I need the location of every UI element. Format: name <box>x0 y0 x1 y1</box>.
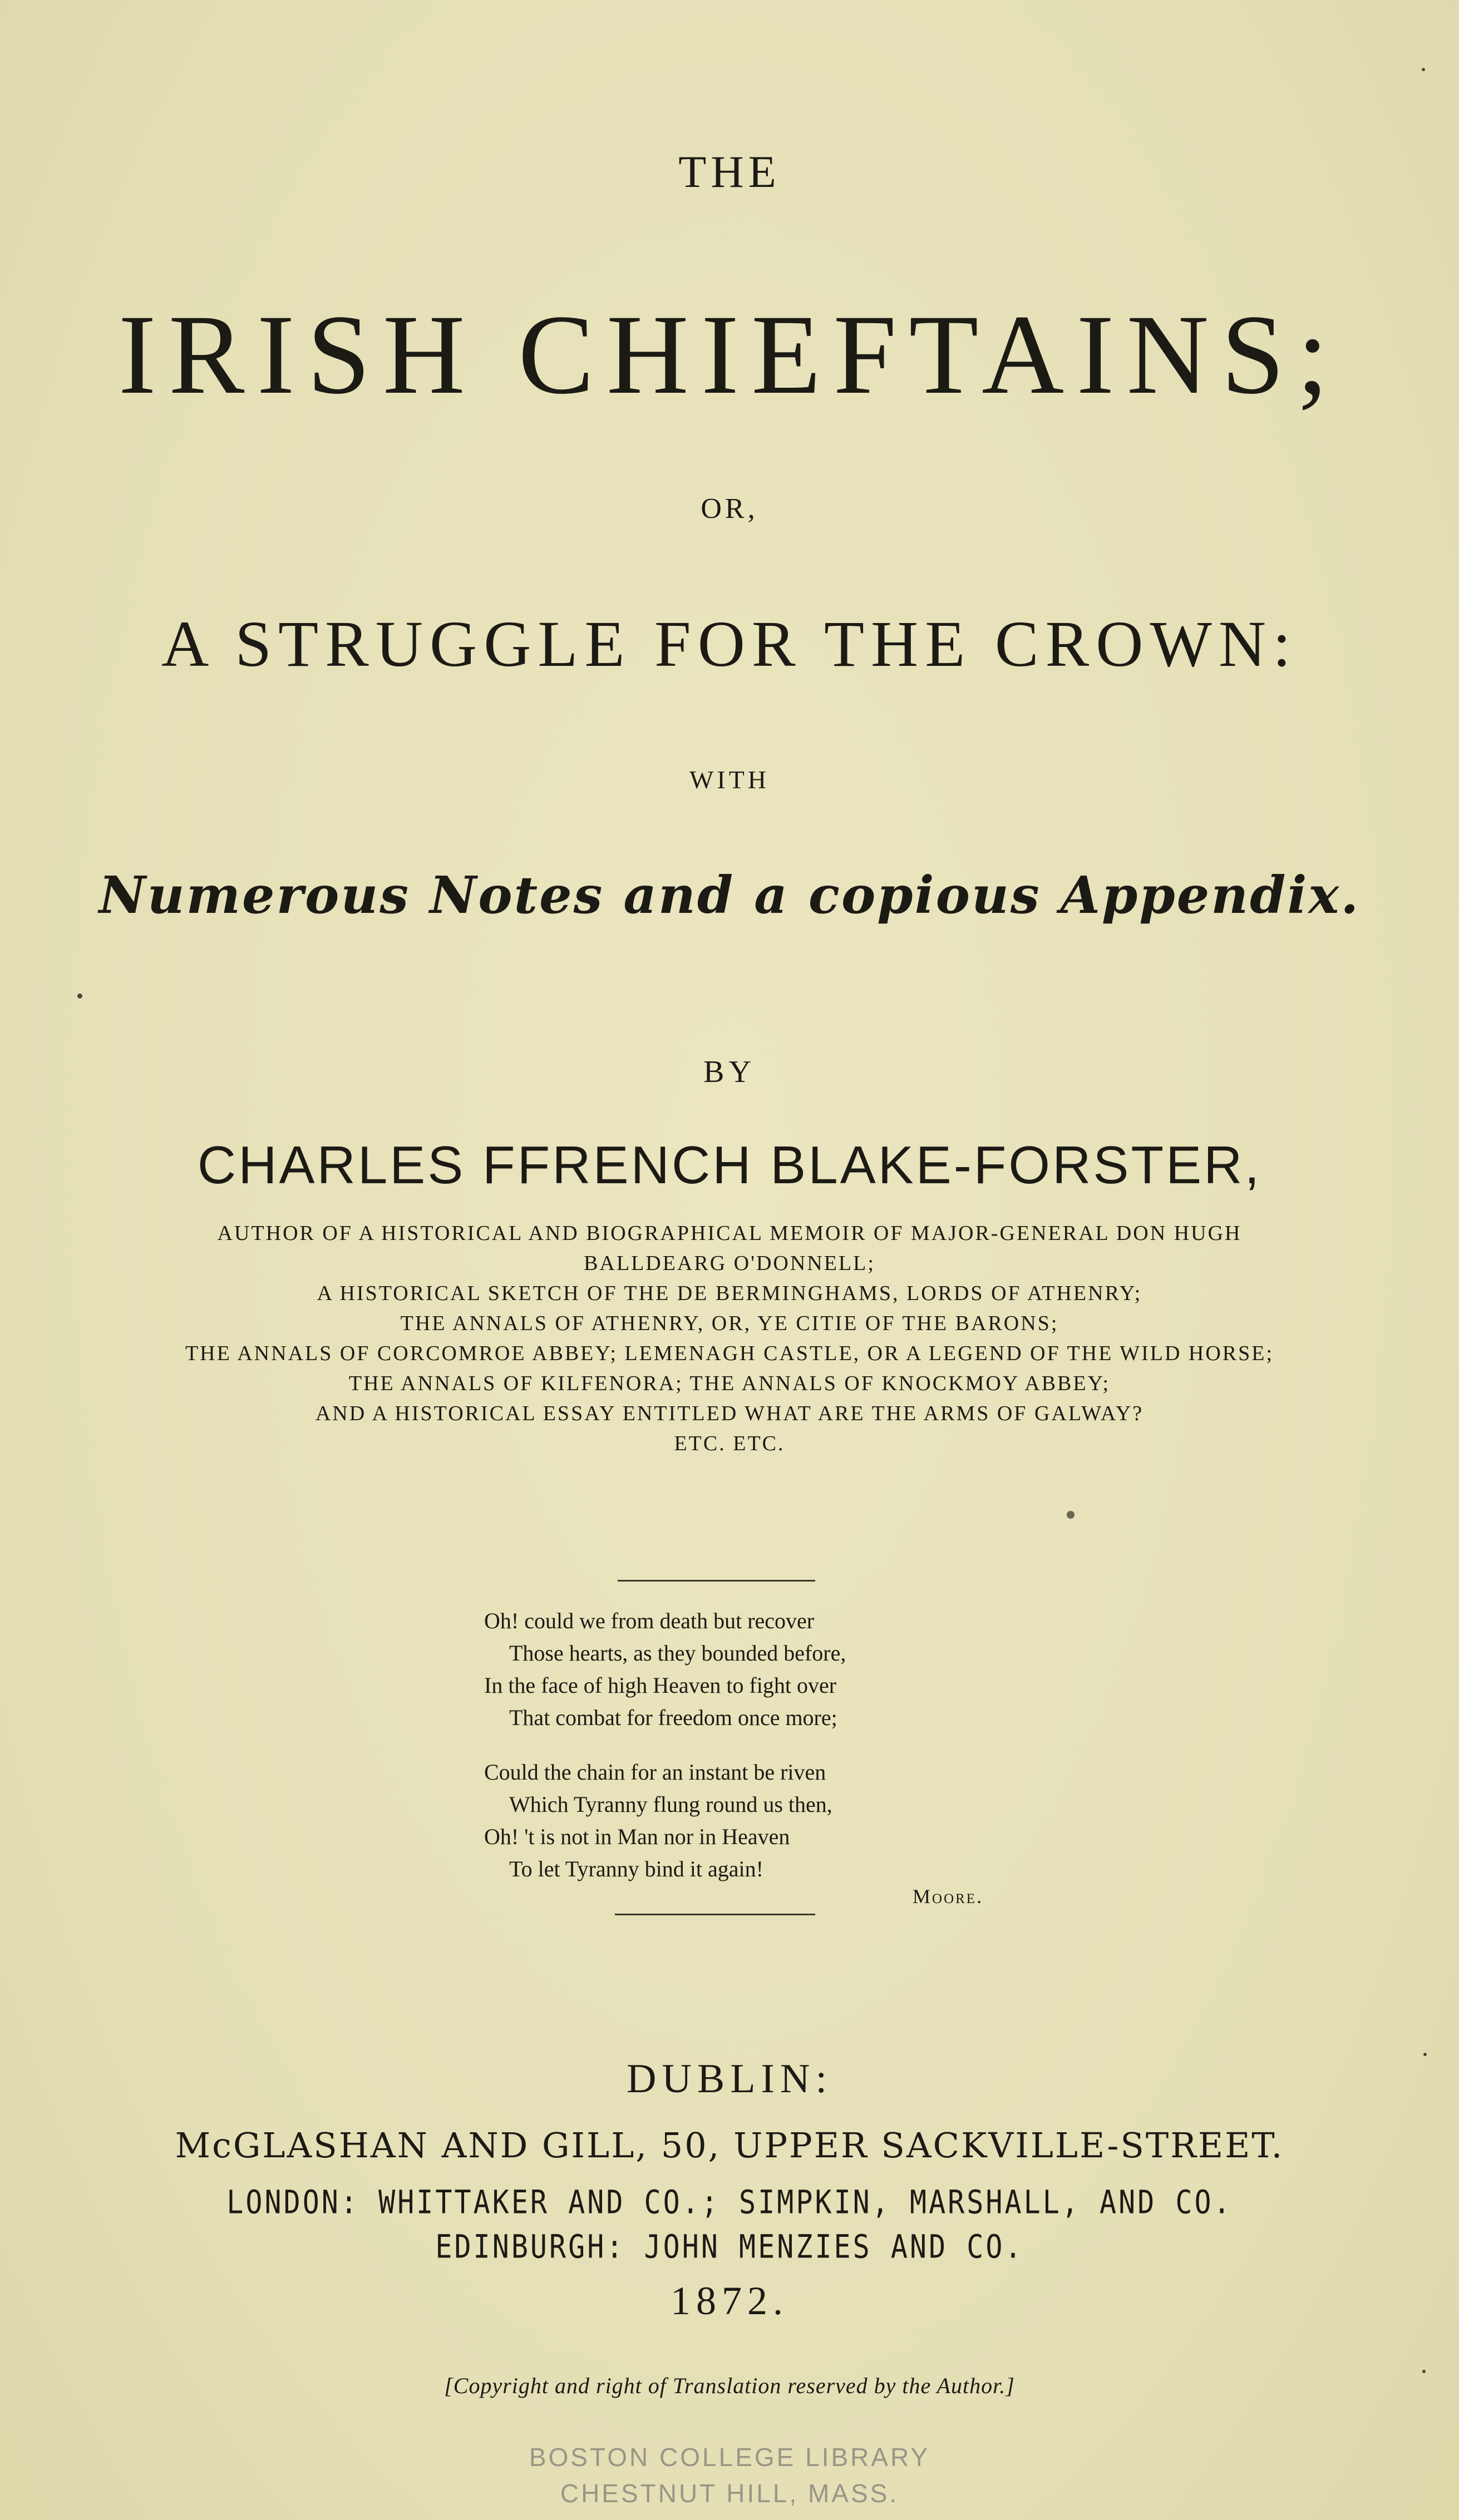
author-name: CHARLES FFRENCH BLAKE-FORSTER, <box>197 1135 1262 1195</box>
title-article: THE <box>678 146 781 197</box>
epigraph-bottom-rule <box>615 1914 815 1915</box>
credit-line: AND A HISTORICAL ESSAY ENTITLED WHAT ARE THE ARMS OF GALWAY? <box>315 1402 1144 1425</box>
poem-line: To let Tyranny bind it again! <box>509 1856 763 1881</box>
by-label: BY <box>703 1055 756 1089</box>
author-credits <box>0 1218 1459 1459</box>
imprint-year: 1872. <box>671 2279 788 2323</box>
paper-speck <box>1422 2370 1426 2373</box>
subtitle: A STRUGGLE FOR THE CROWN: <box>161 607 1298 680</box>
credit-line: A HISTORICAL SKETCH OF THE DE BERMINGHAMS, LORDS OF ATHENRY; <box>317 1282 1142 1305</box>
poem-line: Oh! could we from death but recover <box>484 1608 815 1633</box>
poem-line: In the face of high Heaven to fight over <box>484 1673 837 1698</box>
epigraph-top-rule <box>618 1580 815 1582</box>
imprint-city: DUBLIN: <box>626 2056 833 2102</box>
main-title: IRISH CHIEFTAINS; <box>118 291 1341 418</box>
poem-line: Oh! 't is not in Man nor in Heaven <box>484 1824 790 1849</box>
poem-line: That combat for freedom once more; <box>509 1705 837 1730</box>
epigraph-stanza <box>484 1605 985 1734</box>
imprint-london: LONDON: WHITTAKER AND CO.; SIMPKIN, MARSHALL, AND CO. <box>226 2183 1233 2221</box>
title-conjunction: OR, <box>701 493 758 525</box>
library-stamp-line: CHESTNUT HILL, MASS. <box>560 2479 899 2508</box>
credit-line: ETC. ETC. <box>674 1432 785 1455</box>
poem-line: Which Tyranny flung round us then, <box>509 1792 832 1817</box>
epigraph-stanza <box>484 1756 985 1885</box>
credit-line: AUTHOR OF A HISTORICAL AND BIOGRAPHICAL MEMOIR OF MAJOR-GENERAL DON HUGH <box>217 1222 1242 1245</box>
notes-line: Numerous Notes and a copious Appendix. <box>98 865 1361 925</box>
poem-line: Those hearts, as they bounded before, <box>509 1641 846 1666</box>
with-label: WITH <box>689 765 770 794</box>
epigraph-attribution: Moore. <box>913 1885 984 1908</box>
imprint-publisher: McGLASHAN AND GILL, 50, UPPER SACKVILLE-STREET. <box>175 2125 1284 2166</box>
epigraph <box>484 1605 985 1908</box>
poem-line: Could the chain for an instant be riven <box>484 1760 826 1785</box>
paper-speck <box>1422 68 1425 71</box>
credit-line: THE ANNALS OF CORCOMROE ABBEY; LEMENAGH CASTLE, OR A LEGEND OF THE WILD HORSE; <box>185 1342 1274 1365</box>
paper-speck <box>1067 1511 1074 1519</box>
credit-line: BALLDEARG O'DONNELL; <box>584 1252 875 1275</box>
paper-speck <box>77 994 82 999</box>
paper-speck <box>1423 2053 1427 2056</box>
library-stamp-line: BOSTON COLLEGE LIBRARY <box>529 2443 930 2472</box>
imprint-edinburgh: EDINBURGH: JOHN MENZIES AND CO. <box>435 2228 1024 2266</box>
copyright-notice: [Copyright and right of Translation reserved by the Author.] <box>444 2373 1015 2398</box>
credit-line: THE ANNALS OF ATHENRY, OR, YE CITIE OF THE BARONS; <box>400 1312 1059 1335</box>
credit-line: THE ANNALS OF KILFENORA; THE ANNALS OF KNOCKMOY ABBEY; <box>348 1372 1111 1395</box>
